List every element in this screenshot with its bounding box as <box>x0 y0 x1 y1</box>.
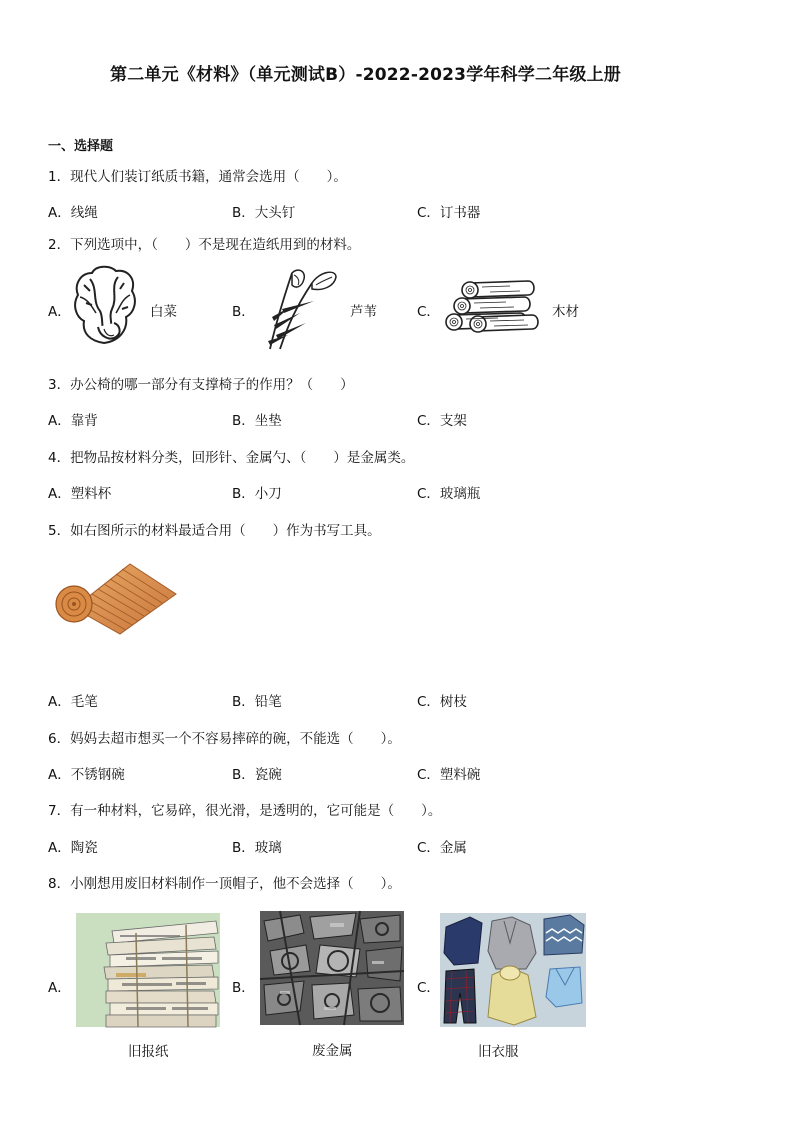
q6-option-a: A．不锈钢碗 <box>48 767 125 783</box>
q7-option-b: B．玻璃 <box>232 840 282 856</box>
q2-option-c-caption: 木材 <box>552 304 579 320</box>
page-title: 第二单元《材料》（单元测试B）-2022-2023学年科学二年级上册 <box>110 65 621 85</box>
q8-option-a-letter: A． <box>48 980 71 996</box>
question-5: 5．如右图所示的材料最适合用（ ）作为书写工具。 <box>48 523 381 539</box>
q1-option-a: A．线绳 <box>48 205 98 221</box>
old-clothes-photo <box>440 913 586 1027</box>
q7-option-c: C．金属 <box>417 840 467 856</box>
q8-option-c-caption: 旧衣服 <box>478 1044 519 1060</box>
q5-option-c: C．树枝 <box>417 694 467 710</box>
q5-option-b: B．铅笔 <box>232 694 282 710</box>
question-6: 6．妈妈去超市想买一个不容易摔碎的碗，不能选（ ）。 <box>48 731 401 747</box>
q2-option-a-letter: A． <box>48 304 71 320</box>
q4-option-a: A．塑料杯 <box>48 486 112 502</box>
cabbage-icon <box>70 263 140 353</box>
q2-option-b-caption: 芦苇 <box>350 304 377 320</box>
question-2: 2．下列选项中，（ ）不是现在造纸用到的材料。 <box>48 237 361 253</box>
q4-option-c: C．玻璃瓶 <box>417 486 481 502</box>
old-newspapers-photo <box>76 913 220 1027</box>
question-1: 1．现代人们装订纸质书籍，通常会选用（ ）。 <box>48 169 347 185</box>
question-8: 8．小刚想用废旧材料制作一顶帽子，他不会选择（ ）。 <box>48 876 401 892</box>
q1-option-c: C．订书器 <box>417 205 481 221</box>
question-4: 4．把物品按材料分类，回形针、金属勺、（ ）是金属类。 <box>48 450 415 466</box>
q6-option-c: C．塑料碗 <box>417 767 481 783</box>
q3-option-a: A．靠背 <box>48 413 98 429</box>
q3-option-b: B．坐垫 <box>232 413 282 429</box>
q8-option-a-caption: 旧报纸 <box>128 1044 169 1060</box>
q3-option-c: C．支架 <box>417 413 467 429</box>
q1-option-b: B．大头钉 <box>232 205 296 221</box>
q5-option-a: A．毛笔 <box>48 694 98 710</box>
bamboo-slip-roll-image <box>52 558 178 634</box>
q2-option-b-letter: B． <box>232 304 255 320</box>
q2-option-a-caption: 白菜 <box>150 304 177 320</box>
q8-option-b-letter: B． <box>232 980 255 996</box>
section-heading: 一、选择题 <box>48 139 114 154</box>
q8-option-c-letter: C． <box>417 980 440 996</box>
scrap-metal-photo <box>260 911 404 1025</box>
q8-option-b-caption: 废金属 <box>312 1043 353 1059</box>
q6-option-b: B．瓷碗 <box>232 767 282 783</box>
reed-icon <box>262 263 342 353</box>
question-3: 3．办公椅的哪一部分有支撑椅子的作用？（ ） <box>48 377 354 393</box>
q7-option-a: A．陶瓷 <box>48 840 98 856</box>
q4-option-b: B．小刀 <box>232 486 282 502</box>
question-7: 7．有一种材料，它易碎，很光滑，是透明的，它可能是（ ）。 <box>48 803 442 819</box>
q2-option-c-letter: C． <box>417 304 440 320</box>
logs-icon <box>440 275 540 341</box>
